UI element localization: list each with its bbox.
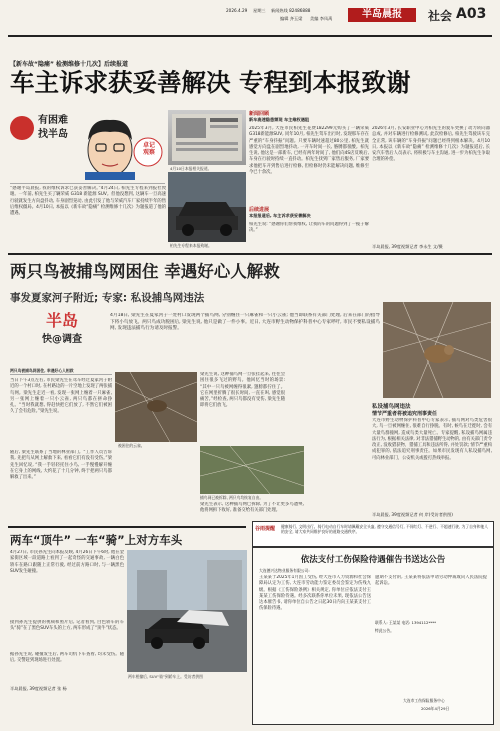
notice-banner (252, 521, 494, 547)
quick-survey-logo-sub: 快@调查 (42, 334, 82, 345)
column-icon (10, 116, 34, 140)
story2-bottom-caption: 捕鸟网已被拆除, 两只鸟均恢复自由。 (200, 495, 264, 500)
lead-subhead2-text: 本报报道后, 车主诉求获妥善解决 (249, 213, 311, 218)
lead-photo-car (168, 172, 246, 242)
story2-right-text: 大连市野生动物保护科普中心专家表示, 捕鸟网对鸟类危害很大, 鸟一旦被网缠住, 很难自行挣脱。有时, 候鸟在迁徙时, 会有大量鸟群撞网, 造成鸟类大量死亡。专家提醒, 私设捕鸟网属违法行为, 根据相关法律, 对非法猎捕野生动物的, 由有关部门责令改正, 没收猎获物、猎捕工具和违法所得, 并处罚款; 情节严重构成犯罪的, 依法追究刑事责任。如果市民发现有人私设捕鸟网, 可向林业部门、公安机关或拨打热线举报。 (372, 418, 492, 461)
story2-col2: 梁先生说, 这种捕鸟网一旦张挂起来, 往往会困住很多飞过的野鸟。他回忆当时的场景: “其中一只鸟被网缠得很紧, 翅膀都拧住了。它在网里折腾了很长时间, 一直在叫, 感觉很痛苦。”经检查, 两只鸟都没有受伤, 梁先生随即将它们放飞。 (200, 372, 285, 409)
column-cap (38, 114, 72, 142)
page-header (8, 6, 492, 36)
story3-p1: 4月27日, 市民孙先生向本报反映, 4月26日下午6时, 他在金家街区域一段道路上看到了一起奇怪的交通事故, 一辆白色轿车在路口跟随上正常行驶, 经过前方路口时, 与一辆黑色SUV发生碰撞。 (10, 550, 124, 574)
lead-intro: “感谢半岛晨报, 我的维权诉求已获妥善解决。”4月24日, 柏先生专程来到报社致谢。一年前, 柏先生买了辆荣威 G318 新能源 SUV。但他没想到, 这辆车一旦高速行驶就发生方向盘抖动, 车身剧烈晃动, 由此引发了他与荣威汽车厂家持续半年的售后维权僵局。4月10日, 本报以《新车故“隐痛” 检测维修十几次》为题报道了他的遭遇。 (10, 186, 166, 217)
notice-body: 王某某于2025年1月因工受伤, 经大连市人力资源和社会保障局认定为工伤, 大连市劳动能力鉴定委员会鉴定为伤残九级。根据《工伤保险条例》相关规定, 你单位应依法支付王某某工伤保险待遇。经多次联系你单位未果, 现依法公告送达本催告书, 请你单位自公告之日起30日内向王某某支付工伤保险待遇。 (259, 575, 371, 612)
header-hotline: 新闻热线 82486888 (271, 8, 311, 13)
cartoon-label: 卓记 观察 (142, 142, 155, 156)
story3-p2: 接到孙先生提供的视频和照片后, 记者看到, 白色轿车的车头“骑”在了黑色SUV车头的上方, 两车形成了“顶牛”状态。 (10, 620, 124, 632)
lead-byline: 半岛晨报, 39度视频记者 李永生 文/摄 (372, 244, 443, 249)
notice-box (252, 547, 494, 725)
notice-signer: 大连市工伤保险服务中心 (403, 698, 445, 703)
story2-photo-bird (383, 302, 491, 398)
story2-photo-caption: 两只鸟被捕鸟网困住, 幸遇好心人相救 (10, 368, 74, 373)
lead-col-mid: 2025年3月, 大连市民柏先生花费182299元购买了一辆荣威G318新能源SUV, 同年10月, 柏先生驾车出行时, 发现那车存在严重的“车身抖振”问题。只要车辆时速超过80公里, 柏先生就感觉方向盘在剧烈地抖动, 一开车时间一长, 胳膊都很酸。柏先生说, 他这是一部新车, 已经有两年时间了, 他们向4S店反映后, 车身在行驶时持续一直抖动。柏先生找到厂家售后服务, 厂家要求他把车开到售后进行检修, 但检修时仍未能解决问题, 维修至今已十余次。 (249, 126, 369, 176)
lead-subhead1: 新闻回顾 (249, 111, 270, 117)
lead-col-mid2: 柏先生说: “感谢你们帮我维权, 让我的车的问题得到了一揽子解决。” (249, 222, 369, 234)
lead-kicker: 【新车故“隐痛” 检测维修十几次】后续报道 (10, 61, 128, 68)
notice-end: 特此公告。 (375, 628, 394, 633)
story2-photo-removed-net (200, 446, 304, 494)
story3-headline: 两车“顶牛” 一车“骑”上对方车头 (10, 533, 183, 547)
notice-banner-label: 谷雨提醒 (255, 526, 276, 532)
notice-banner-text: 健康骑行, 文明出行。骑行电动自行车时请佩戴安全头盔, 遵守交通信号灯, 不闯红灯、不逆行、不超速行驶, 为了自身和他人的安全, 请大家共同维护良好的道路交通秩序。 (281, 524, 489, 535)
notice-body-3: 逾期不支付的, 王某某将依法申请劳动仲裁或向人民法院提起诉讼。 (375, 575, 487, 587)
notice-title: 依法支付工伤保险待遇催告书送达公告 (300, 555, 446, 565)
story3-photo (127, 550, 247, 672)
cartoon-portrait (70, 110, 165, 180)
header-editor: 编辑 齐玉梁 (280, 16, 303, 21)
header-date: 2026.4.29 (226, 8, 248, 13)
notice-addressee: 大连德兴达物业服务有限公司: (259, 568, 310, 573)
story2-subhead: 事发夏家河子附近; 专家: 私设捕鸟网违法 (10, 292, 205, 304)
story2-col1: 当日下午3点左右, 市民梁先生在驾车经过夏家河子附近的一个村口时, 在村路边的一片空地上发现了两张捕鸟网。梁先生走近一看, 发现一张网上缠着一只麻雀, 另一张网上缠着一只小云雀, 两只鸟都在拼命挣扎。“当时我就想, 得赶快把它们放了, 不然它们被困久了会有危险。”梁先生说。 (10, 378, 112, 415)
story3-byline: 半岛晨报, 39度视频记者 张 杨 (10, 686, 67, 691)
lead-photo1-caption: 4月10日本报相关报道。 (170, 166, 212, 171)
lead-photo-clipping (168, 110, 246, 165)
story2-photo-net (115, 372, 197, 442)
lead-photo2-caption: 柏先生专程来本报致谢。 (170, 243, 212, 248)
story3-p3: 据孙先生说, 碰撞发生后, 两车司机下车查看, 均未受伤。随后, 交警赶到现场进行处置。 (10, 652, 124, 664)
story2-col3: 梁先生表示, 这种捕鸟网已拆除, 为了不让更多鸟遭殃, 他将网拆下收好, 准备交给有关部门处理。 (200, 502, 304, 514)
story2-intro: 4月18日, 梁先生在夏家河子一处村口发现两个捕鸟网, 分别缠住一只麻雀和一只小云雀; 他当即联系有关部门处理, 后来在部门的指导下将小鸟放飞。两只鸟成功脱困后, 梁先生说, 他只是做了一件小事。近日, 大连市野生动物保护科普中心专家呼吁, 市民不要私设捕鸟网, 发现违法捕鸟行为请及时报警。 (110, 313, 380, 331)
header-designer: 美编 李凤禹 (310, 16, 333, 21)
quick-survey-logo-word: 半岛 (45, 311, 78, 330)
section-name: 社会 (428, 9, 453, 23)
lead-subhead1-text: 新车高速隐患频现 车主维权遇阻 (249, 117, 310, 122)
header-weekday: 星期三 (253, 8, 266, 13)
story2-right-title: 私设捕鸟网违法 (372, 404, 411, 410)
story2-byline: 半岛晨报, 39度视频记者 何 岸(受访者供图) (372, 512, 453, 517)
notice-date: 2026年4月29日 (421, 706, 450, 711)
newspaper-logo: 半岛晨报 (348, 8, 416, 22)
column-cap-line1: 有困难 (38, 115, 68, 126)
story2-headline: 两只鸟被捕鸟网困住 幸遇好心人解救 (10, 262, 280, 281)
lead-col-right: 2026年3月, 长安职业中心为柏先生的爱车更换了动力转向器总成, 并对车辆进行检修测试, 此次检修后, 柏先生驾驶该车完全正常, 该车辆的“车身抖振”问题已经得到根本解决。4月10日, 本报以《新车故“隐痛” 检测维修十几次》为题报道后, 长安汽车售后人员表示, 将积极与车主沟通, 进一步为柏先生争取合理的补偿。 (372, 126, 490, 163)
story3-caption: 两车相撞后, SUV“骑”到轿车上。受访者供图 (128, 674, 203, 679)
story2-col1b: 随后, 梁先生联系了当地的林业部门。“工作人员告诉我, 先把鸟从网上解救下来, 看看它们有没有受伤。”梁先生回忆说, “我一手轻轻托住小鸟, 一手慢慢解开缠在它身上的网线, 大约花了十几分钟, 终于把两只鸟都解救了出来。” (10, 450, 112, 481)
column-cap-line2: 找半岛 (38, 129, 68, 140)
story2-right-sub: 情节严重者将被追究刑事责任 (372, 411, 438, 417)
page-number: A03 (456, 6, 487, 22)
story2-mid-caption: 被困住的云雀。 (118, 443, 145, 448)
lead-headline: 车主诉求获妥善解决 专程到本报致谢 (10, 68, 411, 97)
notice-contact: 联系人: 王某某 电话: 1394112**** (375, 620, 437, 625)
lead-subhead2: 后续进展 (249, 207, 270, 213)
quick-survey-logo (22, 310, 102, 366)
